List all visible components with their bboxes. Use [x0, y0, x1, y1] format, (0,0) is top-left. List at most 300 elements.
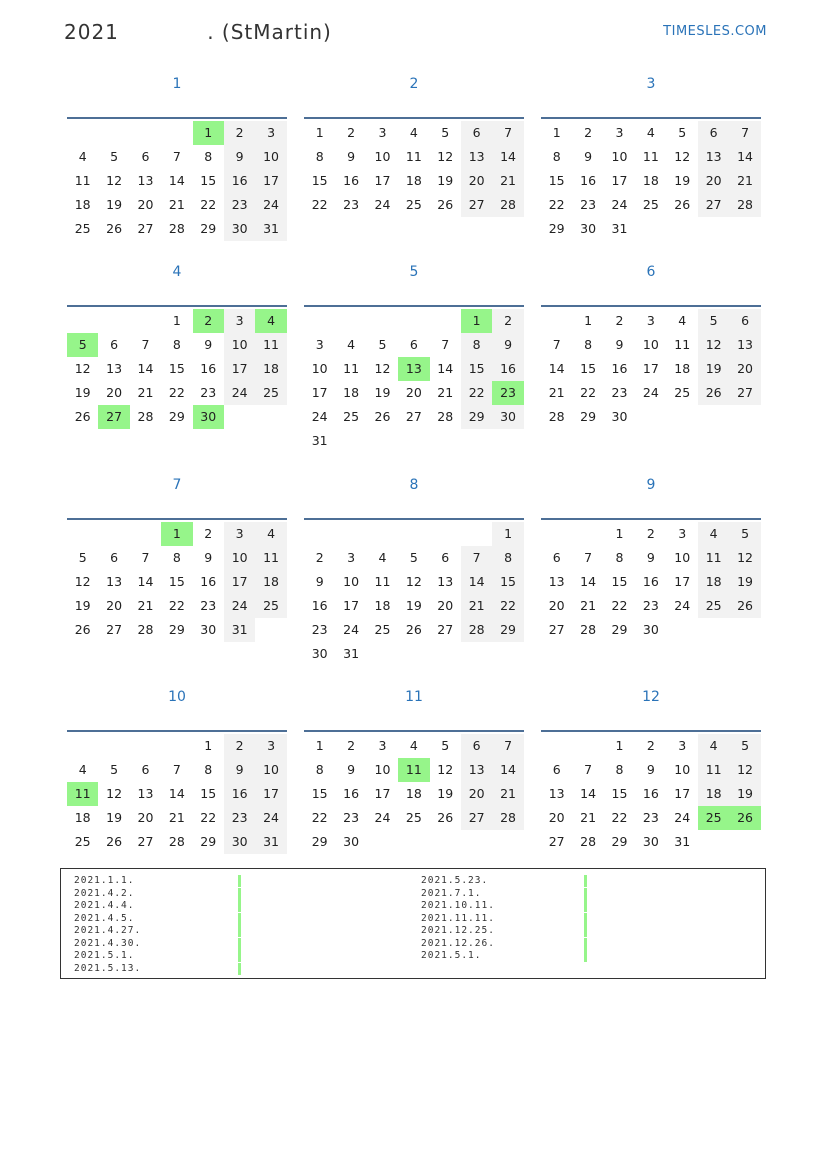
month-days — [304, 117, 524, 217]
day-cell: 23 — [200, 598, 217, 613]
day-cell: 2 — [204, 526, 213, 541]
day-cell: 10 — [224, 546, 255, 570]
day-cell: 6 — [141, 762, 150, 777]
legend-date: 2021.4.5. — [74, 912, 135, 924]
day-cell: 27 — [437, 622, 454, 637]
holiday-day: 2 — [193, 309, 224, 333]
day-cell: 24 — [255, 193, 286, 217]
legend-date: 2021.5.13. — [74, 962, 142, 974]
day-cell: 2 — [584, 125, 593, 140]
day-cell: 6 — [552, 550, 561, 565]
day-cell: 26 — [698, 381, 729, 405]
day-cell: 15 — [311, 173, 328, 188]
day-cell: 9 — [646, 762, 655, 777]
month-3 — [541, 70, 761, 258]
day-cell: 31 — [343, 646, 360, 661]
day-cell: 22 — [461, 381, 492, 405]
day-cell: 25 — [674, 385, 691, 400]
empty-cell — [572, 522, 603, 546]
day-cell: 18 — [255, 570, 286, 594]
day-cell: 19 — [729, 570, 760, 594]
day-cell: 26 — [674, 197, 691, 212]
month-title: 2 — [409, 76, 419, 92]
day-cell: 3 — [255, 121, 286, 145]
legend-item — [421, 900, 495, 913]
holiday-day: 1 — [193, 121, 224, 145]
day-cell: 29 — [461, 405, 492, 429]
day-cell: 29 — [611, 834, 628, 849]
day-cell: 27 — [729, 381, 760, 405]
day-cell: 8 — [615, 550, 624, 565]
day-cell: 10 — [611, 149, 628, 164]
legend-color-marker — [584, 950, 587, 962]
day-cell: 17 — [674, 574, 691, 589]
day-cell: 4 — [378, 550, 387, 565]
day-cell: 13 — [729, 333, 760, 357]
day-cell: 25 — [74, 221, 91, 236]
day-cell: 17 — [374, 173, 391, 188]
day-cell: 15 — [200, 173, 217, 188]
day-cell: 14 — [729, 145, 760, 169]
day-cell: 13 — [548, 786, 565, 801]
day-cell: 14 — [580, 786, 597, 801]
day-cell: 6 — [441, 550, 450, 565]
day-cell: 11 — [642, 149, 659, 164]
day-cell: 6 — [461, 734, 492, 758]
day-cell: 9 — [204, 550, 213, 565]
month-title: 4 — [172, 264, 182, 280]
day-cell: 21 — [168, 810, 185, 825]
holiday-day: 23 — [492, 381, 523, 405]
day-cell: 10 — [255, 145, 286, 169]
day-cell: 8 — [172, 337, 181, 352]
day-cell: 1 — [492, 522, 523, 546]
day-cell: 29 — [168, 409, 185, 424]
day-cell: 11 — [74, 173, 91, 188]
empty-cell — [67, 309, 98, 333]
day-cell: 10 — [343, 574, 360, 589]
day-cell: 8 — [172, 550, 181, 565]
day-cell: 21 — [492, 782, 523, 806]
day-cell: 9 — [646, 550, 655, 565]
day-cell: 20 — [137, 197, 154, 212]
day-cell: 28 — [492, 806, 523, 830]
legend-item — [74, 888, 141, 901]
holiday-day: 11 — [398, 758, 429, 782]
day-cell: 15 — [492, 570, 523, 594]
day-cell: 28 — [580, 622, 597, 637]
month-1 — [67, 70, 287, 258]
day-cell: 24 — [255, 806, 286, 830]
day-cell: 9 — [224, 145, 255, 169]
day-cell: 13 — [698, 145, 729, 169]
day-cell: 30 — [200, 622, 217, 637]
day-cell: 16 — [642, 574, 659, 589]
day-cell: 19 — [437, 173, 454, 188]
day-cell: 4 — [698, 522, 729, 546]
legend-item — [421, 913, 495, 926]
day-cell: 17 — [611, 173, 628, 188]
day-cell: 25 — [405, 197, 422, 212]
day-cell: 21 — [580, 810, 597, 825]
day-cell: 16 — [200, 361, 217, 376]
legend-date: 2021.10.11. — [421, 900, 495, 911]
empty-cell — [335, 309, 366, 333]
day-cell: 12 — [374, 361, 391, 376]
legend-column-left — [74, 875, 141, 975]
empty-cell — [304, 522, 335, 546]
day-cell: 14 — [168, 786, 185, 801]
day-cell: 30 — [611, 409, 628, 424]
day-cell: 19 — [374, 385, 391, 400]
legend-color-marker — [238, 875, 241, 887]
empty-cell — [98, 734, 129, 758]
legend-color-marker — [238, 925, 241, 937]
legend-date: 2021.4.4. — [74, 900, 135, 911]
empty-cell — [541, 309, 572, 333]
month-days — [304, 305, 524, 453]
day-cell: 13 — [106, 361, 123, 376]
day-cell: 16 — [311, 598, 328, 613]
day-cell: 10 — [374, 762, 391, 777]
day-cell: 7 — [141, 337, 150, 352]
day-cell: 4 — [347, 337, 356, 352]
day-cell: 31 — [674, 834, 691, 849]
day-cell: 26 — [106, 834, 123, 849]
day-cell: 19 — [674, 173, 691, 188]
day-cell: 15 — [548, 173, 565, 188]
day-cell: 3 — [646, 313, 655, 328]
day-cell: 10 — [311, 361, 328, 376]
day-cell: 7 — [172, 762, 181, 777]
empty-cell — [130, 309, 161, 333]
day-cell: 17 — [674, 786, 691, 801]
day-cell: 27 — [137, 221, 154, 236]
legend-date: 2021.12.26. — [421, 937, 495, 949]
day-cell: 7 — [552, 337, 561, 352]
day-cell: 30 — [311, 646, 328, 661]
day-cell: 8 — [204, 149, 213, 164]
legend-item — [74, 938, 141, 951]
day-cell: 9 — [492, 333, 523, 357]
day-cell: 1 — [172, 313, 181, 328]
brand-link[interactable]: TIMESLES.COM — [663, 24, 767, 39]
day-cell: 23 — [580, 197, 597, 212]
day-cell: 12 — [437, 762, 454, 777]
day-cell: 2 — [347, 125, 356, 140]
day-cell: 17 — [311, 385, 328, 400]
day-cell: 5 — [78, 550, 87, 565]
day-cell: 5 — [678, 125, 687, 140]
month-days — [304, 730, 524, 854]
month-title: 7 — [172, 477, 182, 493]
day-cell: 25 — [374, 622, 391, 637]
day-cell: 18 — [74, 810, 91, 825]
legend-color-marker — [584, 900, 587, 912]
month-days — [67, 117, 287, 241]
legend-item — [421, 925, 495, 938]
month-11 — [304, 683, 524, 849]
day-cell: 23 — [224, 193, 255, 217]
day-cell: 15 — [461, 357, 492, 381]
day-cell: 20 — [461, 782, 492, 806]
day-cell: 26 — [74, 409, 91, 424]
legend-item — [74, 963, 141, 976]
empty-cell — [98, 121, 129, 145]
day-cell: 13 — [137, 786, 154, 801]
day-cell: 15 — [580, 361, 597, 376]
day-cell: 3 — [378, 738, 387, 753]
month-6 — [541, 258, 761, 471]
day-cell: 20 — [137, 810, 154, 825]
day-cell: 1 — [204, 738, 213, 753]
day-cell: 16 — [580, 173, 597, 188]
day-cell: 5 — [729, 734, 760, 758]
day-cell: 13 — [106, 574, 123, 589]
day-cell: 20 — [698, 169, 729, 193]
day-cell: 8 — [492, 546, 523, 570]
day-cell: 1 — [315, 125, 324, 140]
day-cell: 29 — [492, 618, 523, 642]
day-cell: 21 — [548, 385, 565, 400]
legend-color-marker — [238, 950, 241, 962]
empty-cell — [572, 734, 603, 758]
empty-cell — [67, 121, 98, 145]
day-cell: 22 — [548, 197, 565, 212]
day-cell: 21 — [137, 598, 154, 613]
day-cell: 31 — [255, 217, 286, 241]
day-cell: 5 — [729, 522, 760, 546]
day-cell: 4 — [409, 125, 418, 140]
empty-cell — [98, 309, 129, 333]
day-cell: 10 — [674, 550, 691, 565]
day-cell: 30 — [224, 830, 255, 854]
day-cell: 1 — [615, 526, 624, 541]
day-cell: 19 — [698, 357, 729, 381]
day-cell: 23 — [224, 806, 255, 830]
legend-color-marker — [584, 938, 587, 950]
holiday-day: 11 — [67, 782, 98, 806]
day-cell: 14 — [492, 758, 523, 782]
holiday-day: 25 — [698, 806, 729, 830]
day-cell: 28 — [461, 618, 492, 642]
month-5 — [304, 258, 524, 471]
day-cell: 12 — [106, 786, 123, 801]
day-cell: 25 — [642, 197, 659, 212]
legend-item — [74, 950, 141, 963]
day-cell: 28 — [437, 409, 454, 424]
day-cell: 12 — [106, 173, 123, 188]
day-cell: 2 — [646, 738, 655, 753]
day-cell: 22 — [200, 197, 217, 212]
day-cell: 23 — [200, 385, 217, 400]
day-cell: 10 — [224, 333, 255, 357]
day-cell: 4 — [646, 125, 655, 140]
legend-date: 2021.5.23. — [421, 875, 489, 886]
day-cell: 14 — [137, 361, 154, 376]
holiday-day: 5 — [67, 333, 98, 357]
holiday-day: 30 — [193, 405, 224, 429]
day-cell: 6 — [110, 550, 119, 565]
legend-color-marker — [584, 913, 587, 925]
day-cell: 5 — [409, 550, 418, 565]
day-cell: 4 — [78, 149, 87, 164]
months-grid — [67, 70, 761, 849]
day-cell: 17 — [224, 357, 255, 381]
day-cell: 3 — [678, 526, 687, 541]
legend-column-right — [421, 875, 495, 963]
day-cell: 24 — [674, 598, 691, 613]
day-cell: 6 — [409, 337, 418, 352]
day-cell: 26 — [374, 409, 391, 424]
day-cell: 31 — [611, 221, 628, 236]
day-cell: 24 — [374, 197, 391, 212]
day-cell: 13 — [461, 758, 492, 782]
day-cell: 28 — [137, 622, 154, 637]
empty-cell — [98, 522, 129, 546]
day-cell: 15 — [311, 786, 328, 801]
legend-item — [74, 900, 141, 913]
day-cell: 24 — [611, 197, 628, 212]
month-days — [67, 518, 287, 642]
day-cell: 10 — [642, 337, 659, 352]
day-cell: 27 — [698, 193, 729, 217]
day-cell: 7 — [729, 121, 760, 145]
day-cell: 8 — [461, 333, 492, 357]
day-cell: 19 — [74, 598, 91, 613]
day-cell: 16 — [200, 574, 217, 589]
day-cell: 26 — [74, 622, 91, 637]
day-cell: 5 — [441, 125, 450, 140]
day-cell: 20 — [548, 810, 565, 825]
day-cell: 27 — [548, 622, 565, 637]
day-cell: 26 — [729, 594, 760, 618]
month-title: 1 — [172, 76, 182, 92]
day-cell: 27 — [461, 806, 492, 830]
day-cell: 13 — [461, 145, 492, 169]
day-cell: 6 — [461, 121, 492, 145]
legend-item — [421, 875, 495, 888]
day-cell: 23 — [611, 385, 628, 400]
day-cell: 20 — [548, 598, 565, 613]
day-cell: 12 — [729, 758, 760, 782]
day-cell: 29 — [611, 622, 628, 637]
day-cell: 18 — [405, 786, 422, 801]
day-cell: 8 — [315, 149, 324, 164]
day-cell: 13 — [548, 574, 565, 589]
month-title: 10 — [168, 689, 186, 705]
day-cell: 11 — [698, 546, 729, 570]
month-days — [541, 518, 761, 642]
day-cell: 28 — [729, 193, 760, 217]
day-cell: 26 — [437, 197, 454, 212]
empty-cell — [130, 734, 161, 758]
day-cell: 14 — [437, 361, 454, 376]
day-cell: 12 — [74, 574, 91, 589]
day-cell: 28 — [168, 221, 185, 236]
month-title: 11 — [405, 689, 423, 705]
day-cell: 21 — [168, 197, 185, 212]
day-cell: 24 — [311, 409, 328, 424]
day-cell: 8 — [584, 337, 593, 352]
day-cell: 17 — [642, 361, 659, 376]
day-cell: 23 — [343, 810, 360, 825]
empty-cell — [398, 522, 429, 546]
day-cell: 11 — [405, 149, 422, 164]
page-title: 2021 . (StMartin) — [64, 20, 332, 44]
day-cell: 18 — [698, 570, 729, 594]
day-cell: 13 — [137, 173, 154, 188]
day-cell: 7 — [441, 337, 450, 352]
month-title: 5 — [409, 264, 419, 280]
day-cell: 29 — [200, 221, 217, 236]
day-cell: 18 — [343, 385, 360, 400]
day-cell: 3 — [255, 734, 286, 758]
day-cell: 19 — [437, 786, 454, 801]
day-cell: 20 — [437, 598, 454, 613]
day-cell: 27 — [548, 834, 565, 849]
day-cell: 11 — [374, 574, 391, 589]
day-cell: 21 — [580, 598, 597, 613]
month-8 — [304, 471, 524, 683]
day-cell: 10 — [674, 762, 691, 777]
day-cell: 20 — [106, 598, 123, 613]
legend-date: 2021.12.25. — [421, 925, 495, 936]
day-cell: 29 — [580, 409, 597, 424]
day-cell: 19 — [405, 598, 422, 613]
day-cell: 6 — [110, 337, 119, 352]
day-cell: 20 — [106, 385, 123, 400]
day-cell: 20 — [405, 385, 422, 400]
day-cell: 11 — [255, 546, 286, 570]
day-cell: 14 — [168, 173, 185, 188]
empty-cell — [367, 522, 398, 546]
legend-item — [421, 888, 495, 901]
day-cell: 22 — [611, 598, 628, 613]
day-cell: 22 — [492, 594, 523, 618]
day-cell: 12 — [729, 546, 760, 570]
day-cell: 1 — [584, 313, 593, 328]
day-cell: 18 — [405, 173, 422, 188]
legend-date: 2021.5.1. — [74, 950, 135, 961]
day-cell: 23 — [642, 598, 659, 613]
day-cell: 15 — [611, 786, 628, 801]
day-cell: 12 — [437, 149, 454, 164]
day-cell: 27 — [461, 193, 492, 217]
month-2 — [304, 70, 524, 258]
day-cell: 22 — [311, 197, 328, 212]
day-cell: 15 — [168, 574, 185, 589]
day-cell: 26 — [437, 810, 454, 825]
day-cell: 14 — [548, 361, 565, 376]
day-cell: 8 — [552, 149, 561, 164]
legend-item — [421, 950, 495, 963]
day-cell: 20 — [461, 169, 492, 193]
empty-cell — [130, 121, 161, 145]
legend-color-marker — [584, 875, 587, 887]
month-days — [304, 518, 524, 666]
day-cell: 22 — [168, 598, 185, 613]
day-cell: 30 — [492, 405, 523, 429]
day-cell: 22 — [611, 810, 628, 825]
day-cell: 2 — [646, 526, 655, 541]
day-cell: 14 — [492, 145, 523, 169]
day-cell: 3 — [224, 309, 255, 333]
month-12 — [541, 683, 761, 849]
day-cell: 5 — [378, 337, 387, 352]
empty-cell — [461, 522, 492, 546]
day-cell: 3 — [615, 125, 624, 140]
